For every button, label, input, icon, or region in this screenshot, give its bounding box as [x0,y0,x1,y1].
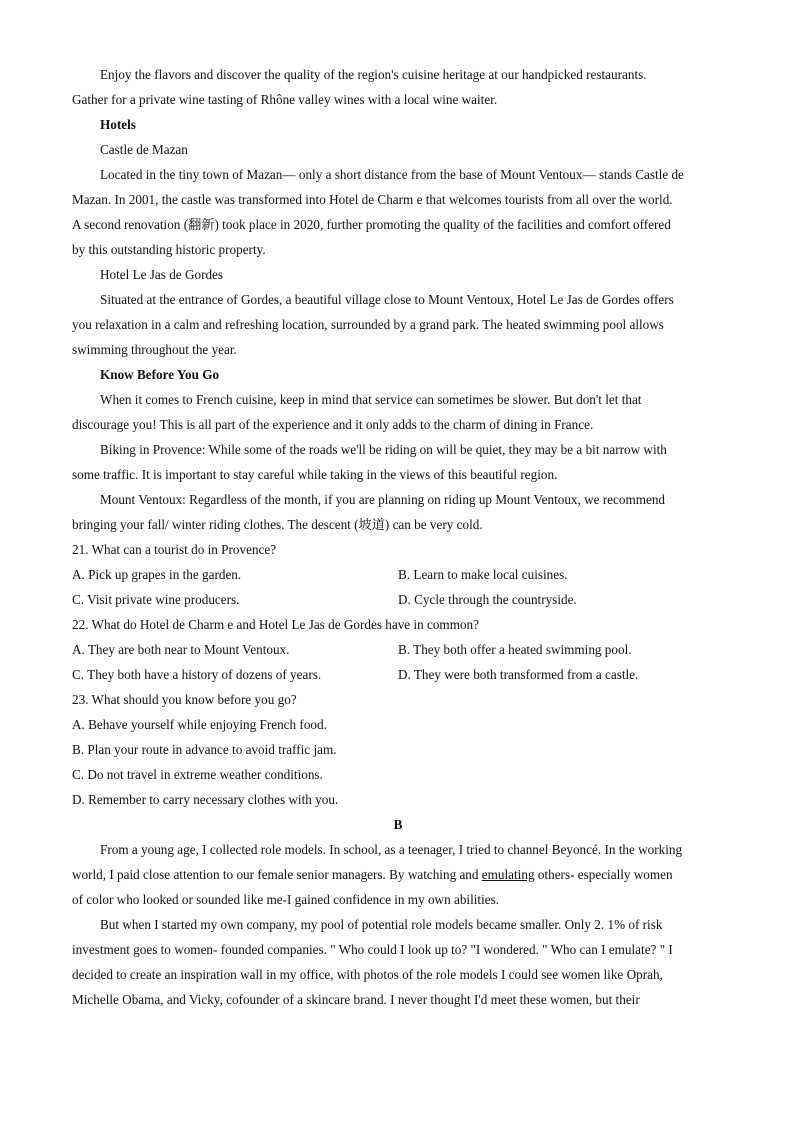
passage-b-line: Michelle Obama, and Vicky, cofounder of a skincare brand. I never thought I'd meet these women, but their [72,992,640,1007]
question-22: 22. What do Hotel de Charm e and Hotel Le Jas de Gordes have in common? [72,617,479,632]
option-a: A. Pick up grapes in the garden. [72,567,242,582]
options-row [72,637,724,662]
castle-paragraph-line: A second renovation (翻新) took place in 2020, further promoting the quality of the facilities and comfort offered [72,217,671,232]
option-d: D. Remember to carry necessary clothes with you. [72,792,339,807]
gordes-paragraph-line: you relaxation in a calm and refreshing location, surrounded by a grand park. The heated swimming pool allows [72,317,664,332]
know-paragraph-line: When it comes to French cuisine, keep in mind that service can sometimes be slower. But don't let that [100,392,642,407]
underlined-word: emulating [481,867,535,882]
section-b-heading: B [393,817,403,832]
cuisine-paragraph-line: Enjoy the flavors and discover the quality of the region's cuisine heritage at our handpicked restaurants. [100,67,647,82]
cuisine-paragraph-line: Gather for a private wine tasting of Rhône valley wines with a local wine waiter. [72,92,498,107]
know-paragraph-line: discourage you! This is all part of the experience and it only adds to the charm of dining in France. [72,417,594,432]
question-21: 21. What can a tourist do in Provence? [72,542,277,557]
passage-b-line: But when I started my own company, my pool of potential role models became smaller. Only 2. 1% of risk [100,917,663,932]
know-paragraph-line: Biking in Provence: While some of the roads we'll be riding on will be quiet, they may be a bit narrow with [100,442,667,457]
passage-text: world, I paid close attention to our female senior managers. By watching and [72,867,482,882]
question-23: 23. What should you know before you go? [72,692,297,707]
gordes-paragraph-line: Situated at the entrance of Gordes, a beautiful village close to Mount Ventoux, Hotel Le Jas de Gordes offers [100,292,674,307]
hotels-heading: Hotels [100,117,136,132]
castle-paragraph-line: by this outstanding historic property. [72,242,266,257]
option-b: B. Learn to make local cuisines. [398,567,568,582]
passage-b-line: investment goes to women- founded companies. " Who could I look up to? "I wondered. " Who can I emulate? " I [72,942,673,957]
option-b: B. Plan your route in advance to avoid traffic jam. [72,742,337,757]
options-row [72,587,724,612]
know-paragraph-line: some traffic. It is important to stay careful while taking in the views of this beautiful region. [72,467,558,482]
option-d: D. They were both transformed from a castle. [398,667,639,682]
option-d: D. Cycle through the countryside. [398,592,577,607]
passage-text: others- especially women [534,867,673,882]
option-a: A. Behave yourself while enjoying French food. [72,717,327,732]
passage-b-line: From a young age, I collected role models. In school, as a teenager, I tried to channel Beyoncé. In the working [100,842,683,857]
option-c: C. Visit private wine producers. [72,592,240,607]
know-paragraph-line: bringing your fall/ winter riding clothes. The descent (坡道) can be very cold. [72,517,483,532]
options-row [72,662,724,687]
passage-b-line: of color who looked or sounded like me-I gained confidence in my own abilities. [72,892,500,907]
document-page [72,62,724,1012]
passage-b-line: decided to create an inspiration wall in my office, with photos of the role models I could see women like Oprah, [72,967,663,982]
option-a: A. They are both near to Mount Ventoux. [72,642,290,657]
passage-b-line [72,862,724,887]
know-paragraph-line: Mount Ventoux: Regardless of the month, if you are planning on riding up Mount Ventoux, we recommend [100,492,666,507]
gordes-title: Hotel Le Jas de Gordes [100,267,224,282]
option-b: B. They both offer a heated swimming pool. [398,642,632,657]
castle-title: Castle de Mazan [100,142,188,157]
option-c: C. They both have a history of dozens of years. [72,667,322,682]
castle-paragraph-line: Mazan. In 2001, the castle was transformed into Hotel de Charm e that welcomes tourists from all over the world. [72,192,673,207]
option-c: C. Do not travel in extreme weather conditions. [72,767,323,782]
options-row [72,562,724,587]
castle-paragraph-line: Located in the tiny town of Mazan— only a short distance from the base of Mount Ventoux— stands Castle de [100,167,684,182]
know-heading: Know Before You Go [100,367,220,382]
gordes-paragraph-line: swimming throughout the year. [72,342,237,357]
